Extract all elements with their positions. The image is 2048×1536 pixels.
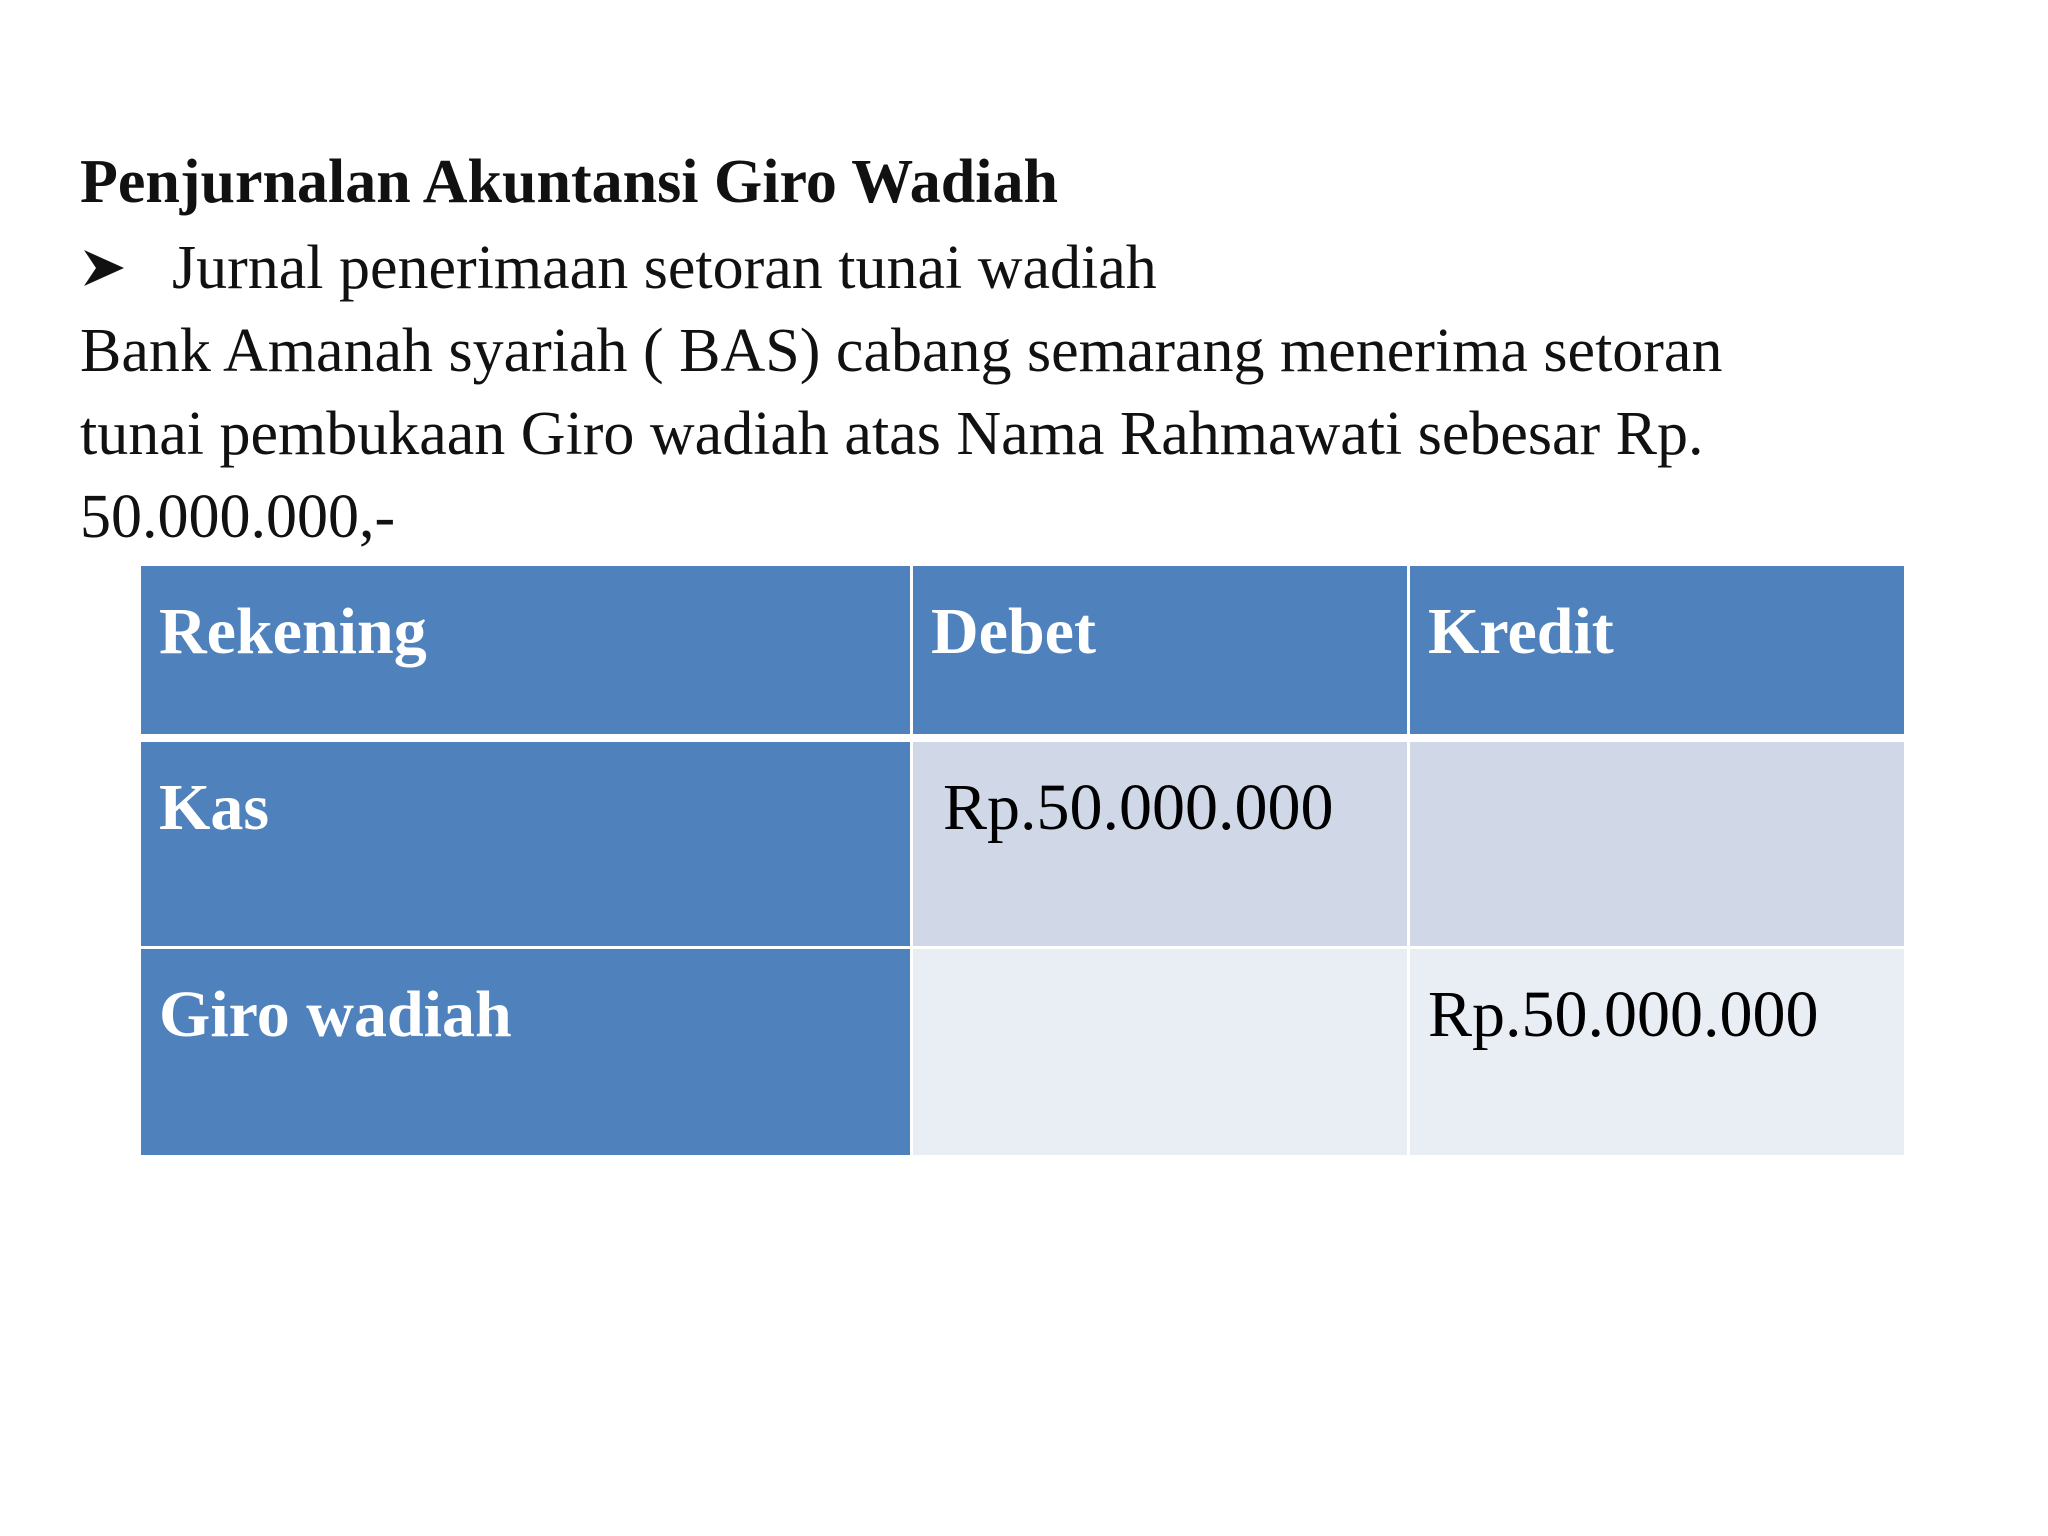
paragraph-line: Bank Amanah syariah ( BAS) cabang semarang menerima setoran	[80, 317, 1723, 385]
cell-rekening: Giro wadiah	[140, 948, 912, 1157]
paragraph-line: tunai pembukaan Giro wadiah atas Nama Rahmawati sebesar Rp.	[80, 400, 1704, 468]
paragraph-line: 50.000.000,-	[80, 483, 396, 551]
table-header-row	[140, 565, 1906, 739]
cell-kredit	[1409, 738, 1906, 948]
header-rekening: Rekening	[140, 565, 912, 739]
paragraph	[80, 310, 1960, 559]
cell-debet	[912, 948, 1409, 1157]
arrowhead-bullet-icon	[80, 226, 172, 310]
header-kredit: Kredit	[1409, 565, 1906, 739]
slide-title: Penjurnalan Akuntansi Giro Wadiah	[80, 148, 1058, 216]
header-debet: Debet	[912, 565, 1409, 739]
cell-debet: Rp.50.000.000	[912, 738, 1409, 948]
bullet-item	[80, 226, 1157, 310]
bullet-text: Jurnal penerimaan setoran tunai wadiah	[172, 234, 1157, 302]
cell-rekening: Kas	[140, 738, 912, 948]
journal-table	[138, 563, 1907, 1158]
table-row	[140, 948, 1906, 1157]
cell-kredit: Rp.50.000.000	[1409, 948, 1906, 1157]
table-row	[140, 738, 1906, 948]
